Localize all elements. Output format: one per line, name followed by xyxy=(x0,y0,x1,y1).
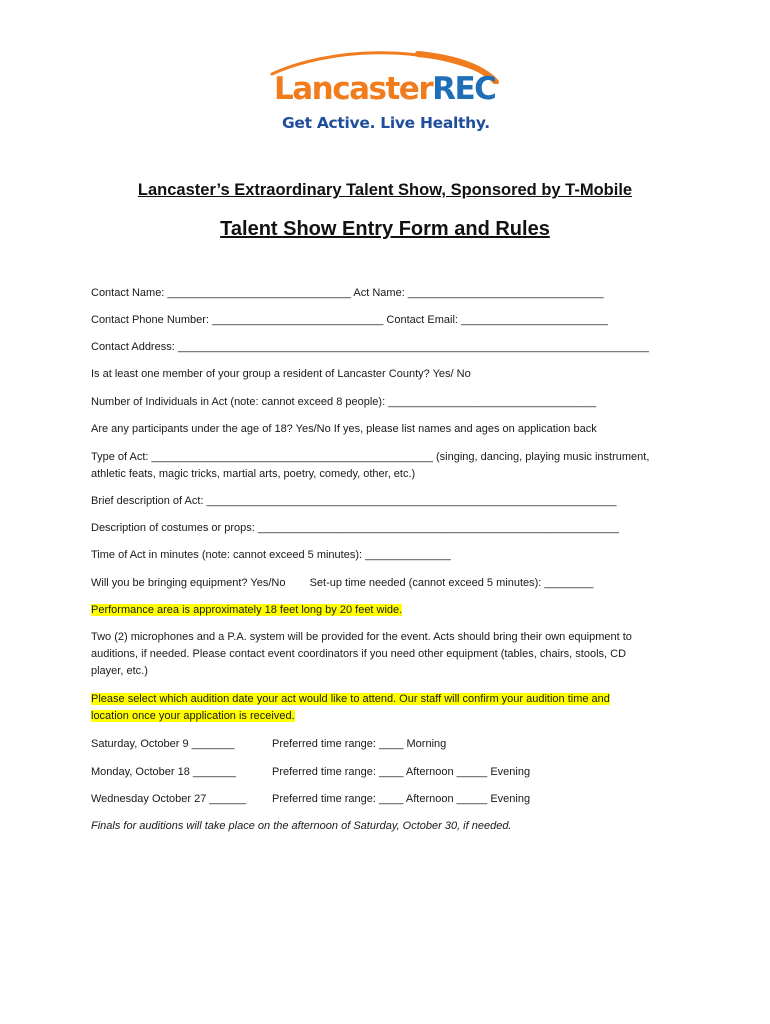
audition-date-wednesday[interactable]: Wednesday October 27 ______ xyxy=(91,793,247,805)
contact-email-field[interactable]: Contact Email: ________________________ xyxy=(386,314,608,326)
microphones-note-line-3: player, etc.) xyxy=(91,665,148,677)
performance-area-note xyxy=(91,602,402,619)
resident-question[interactable]: Is at least one member of your group a resident of Lancaster County? Yes/ No xyxy=(91,368,471,380)
costumes-field[interactable]: Description of costumes or props: ___________________________________________________________ xyxy=(91,522,619,534)
finals-note: Finals for auditions will take place on the afternoon of Saturday, October 30, if needed. xyxy=(91,820,512,832)
document-subtitle: Lancaster’s Extraordinary Talent Show, Sponsored by T-Mobile xyxy=(137,181,633,199)
equipment-question[interactable]: Will you be bringing equipment? Yes/No xyxy=(91,577,286,589)
contact-address-field[interactable]: Contact Address: _____________________________________________________________________________ xyxy=(91,341,649,353)
type-of-act-examples: athletic feats, magic tricks, martial arts, poetry, comedy, other, etc.) xyxy=(91,468,416,480)
microphones-note-line-2: auditions, if needed. Please contact event coordinators if you need other equipment (tables, chairs, stools, CD xyxy=(91,648,627,660)
audition-select-highlight-2: location once your application is received. xyxy=(91,710,295,722)
audition-row-wednesday xyxy=(91,791,681,808)
equipment-row xyxy=(91,575,593,592)
audition-time-wednesday[interactable]: Preferred time range: ____ Afternoon _____ Evening xyxy=(272,793,531,805)
audition-date-saturday[interactable]: Saturday, October 9 _______ xyxy=(91,738,235,750)
setup-time-field[interactable]: Set-up time needed (cannot exceed 5 minutes): ________ xyxy=(309,577,594,589)
lancaster-rec-logo xyxy=(268,44,508,144)
logo-word-blue: REC xyxy=(432,71,496,107)
brief-description-field[interactable]: Brief description of Act: ___________________________________________________________________ xyxy=(91,495,617,507)
audition-date-monday[interactable]: Monday, October 18 _______ xyxy=(91,766,236,778)
audition-time-saturday[interactable]: Preferred time range: ____ Morning xyxy=(272,738,447,750)
contact-phone-field[interactable]: Contact Phone Number: ____________________________ xyxy=(91,314,384,326)
logo-wordmark xyxy=(274,71,496,107)
act-name-field[interactable]: Act Name: ________________________________ xyxy=(353,287,604,299)
audition-row-monday xyxy=(91,764,681,781)
performance-area-highlight: Performance area is approximately 18 feet long by 20 feet wide. xyxy=(91,604,403,616)
audition-select-line-2 xyxy=(91,708,295,725)
audition-select-line-1 xyxy=(91,691,610,708)
time-of-act-field[interactable]: Time of Act in minutes (note: cannot exceed 5 minutes): ______________ xyxy=(91,549,451,561)
audition-time-monday[interactable]: Preferred time range: ____ Afternoon _____ Evening xyxy=(272,766,531,778)
document-title: Talent Show Entry Form and Rules xyxy=(220,218,550,240)
audition-select-highlight-1: Please select which audition date your act would like to attend. Our staff will confirm your audition time and xyxy=(91,693,610,705)
microphones-note-line-1: Two (2) microphones and a P.A. system will be provided for the event. Acts should bring their own equipment to xyxy=(91,631,632,643)
contact-name-field[interactable]: Contact Name: ______________________________ xyxy=(91,287,351,299)
phone-email-row xyxy=(91,312,608,329)
logo-tagline: Get Active. Live Healthy. xyxy=(282,114,490,132)
under-18-question[interactable]: Are any participants under the age of 18? Yes/No If yes, please list names and ages on application back xyxy=(91,423,597,435)
num-individuals-field[interactable]: Number of Individuals in Act (note: cannot exceed 8 people): __________________________________ xyxy=(91,396,597,408)
logo-word-orange: Lancaster xyxy=(274,71,433,107)
contact-row xyxy=(91,285,604,302)
audition-row-saturday xyxy=(91,736,681,753)
type-of-act-field[interactable]: Type of Act: ______________________________________________ (singing, dancing, playing music instrument, xyxy=(91,451,650,463)
